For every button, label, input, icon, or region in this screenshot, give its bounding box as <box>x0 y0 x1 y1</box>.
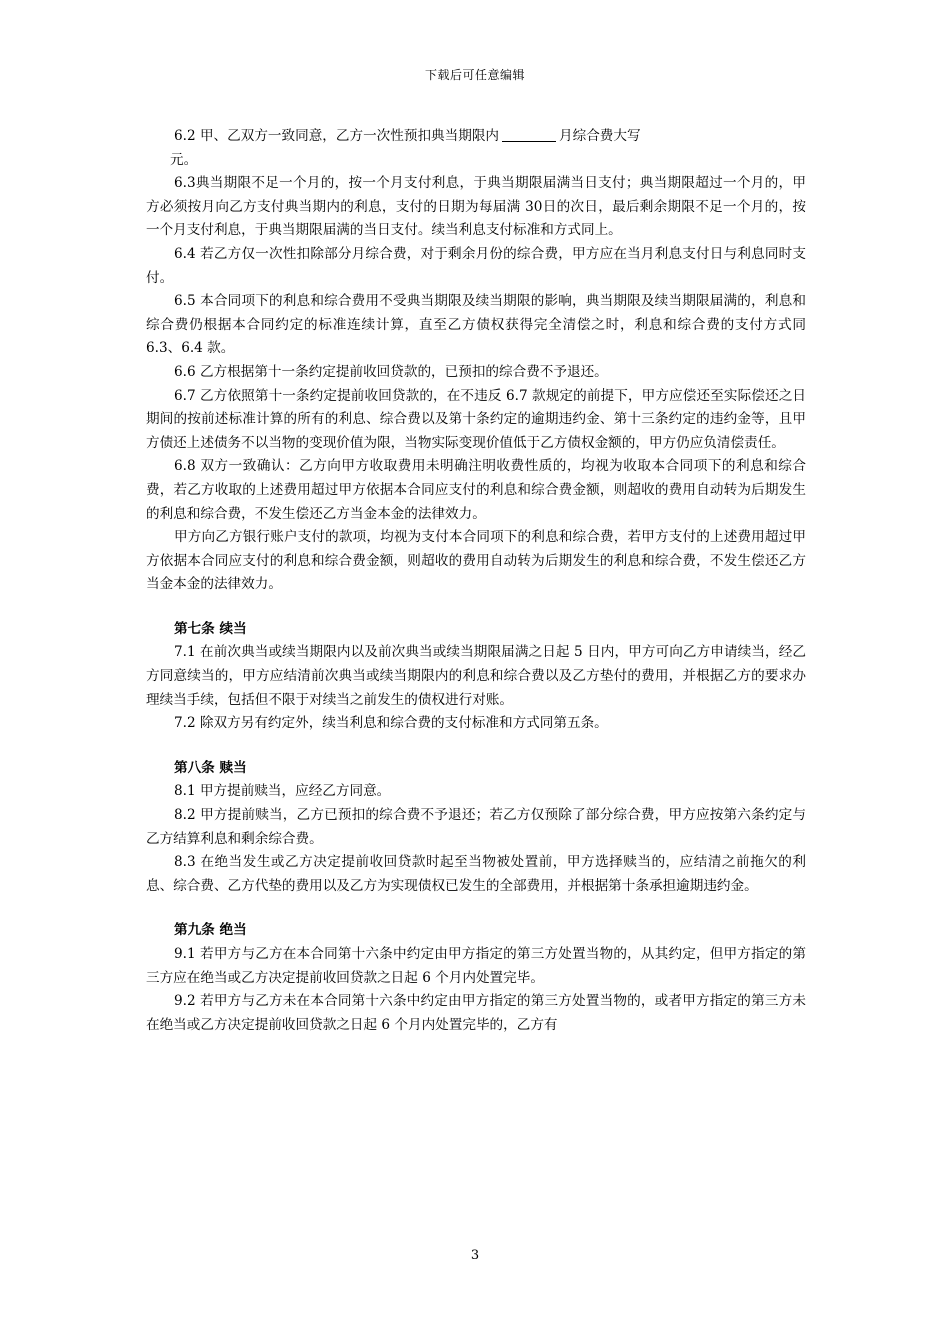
paragraph-6-5: 6.5 本合同项下的利息和综合费用不受典当期限及续当期限的影响，典当期限及续当期限届满的，利息和综合费仍根据本合同约定的标准连续计算，直至乙方债权获得完全清偿之时，利息和综合费的支付方式同 6.3、6.4 款。 <box>146 293 806 357</box>
paragraph-9-1: 9.1 若甲方与乙方在本合同第十六条中约定由甲方指定的第三方处置当物的，从其约定，但甲方指定的第三方应在绝当或乙方决定提前收回贷款之日起 6 个月内处置完毕。 <box>146 946 806 986</box>
section-9-title: 第九条 绝当 <box>174 922 247 939</box>
paragraph-6-8-continued: 甲方向乙方银行账户支付的款项，均视为支付本合同项下的利息和综合费，若甲方支付的上述费用超过甲方依据本合同应支付的利息和综合费金额，则超收的费用自动转为后期发生的利息和综合费，不发生偿还乙方当金本金的法律效力。 <box>146 529 806 593</box>
paragraph-6-6: 6.6 乙方根据第十一条约定提前收回贷款的，已预扣的综合费不予退还。 <box>174 363 608 380</box>
paragraph-9-2: 9.2 若甲方与乙方未在本合同第十六条中约定由甲方指定的第三方处置当物的，或者甲方指定的第三方未在绝当或乙方决定提前收回贷款之日起 6 个月内处置完毕的，乙方有 <box>146 993 806 1033</box>
paragraph-7-1: 7.1 在前次典当或续当期限内以及前次典当或续当期限届满之日起 5 日内，甲方可向乙方申请续当，经乙方同意续当的，甲方应结清前次典当或续当期限内的利息和综合费以及乙方垫付的费用，并根据乙方的要求办理续当手续，包括但不限于对续当之前发生的债权进行对账。 <box>146 644 806 708</box>
paragraph-8-2: 8.2 甲方提前赎当，乙方已预扣的综合费不予退还；若乙方仅预除了部分综合费，甲方应按第六条约定与乙方结算利息和剩余综合费。 <box>146 807 806 847</box>
paragraph-6-8: 6.8 双方一致确认：乙方向甲方收取费用未明确注明收费性质的，均视为收取本合同项下的利息和综合费，若乙方收取的上述费用超过甲方依据本合同应支付的利息和综合费金额，则超收的费用自动转为后期发生的利息和综合费，不发生偿还乙方当金本金的法律效力。 <box>146 458 806 522</box>
paragraph-6-2-text-a: 6.2 甲、乙双方一致同意，乙方一次性预扣典当期限内 <box>174 128 500 144</box>
section-7-title: 第七条 续当 <box>174 620 247 637</box>
page-header: 下载后可任意编辑 <box>424 68 525 82</box>
paragraph-6-2-text-c: 元。 <box>170 151 198 168</box>
paragraph-6-2 <box>146 125 806 172</box>
paragraph-6-4: 6.4 若乙方仅一次性扣除部分月综合费，对于剩余月份的综合费，甲方应在当月利息支付日与利息同时支付。 <box>146 245 806 286</box>
paragraph-8-1: 8.1 甲方提前赎当，应经乙方同意。 <box>174 783 391 800</box>
paragraph-6-3: 6.3典当期限不足一个月的，按一个月支付利息，于典当期限届满当日支付；典当期限超过一个月的，甲方必须按月向乙方支付典当期内的利息，支付的日期为每届满 30日的次日，最后剩余期限不足一个月的，按一个月支付利息，于典当期限届满的当日支付。续当利息支付标准和方式同上。 <box>146 175 806 239</box>
paragraph-8-3: 8.3 在绝当发生或乙方决定提前收回贷款时起至当物被处置前，甲方选择赎当的，应结清之前拖欠的利息、综合费、乙方代垫的费用以及乙方为实现债权已发生的全部费用，并根据第十条承担逾期违约金。 <box>146 854 806 894</box>
fill-blank <box>502 126 556 142</box>
paragraph-6-2-text-b: 月综合费大写 <box>559 128 641 144</box>
page-number: 3 <box>470 1248 480 1263</box>
paragraph-6-7: 6.7 乙方依照第十一条约定提前收回贷款的，在不违反 6.7 款规定的前提下，甲方应偿还至实际偿还之日期间的按前述标准计算的所有的利息、综合费以及第十条约定的逾期违约金、第十三条约定的违约金等，且甲方债还上述债务不以当物的变现价值为限，当物实际变现价值低于乙方债权金额的，甲方仍应负清偿责任。 <box>146 387 806 451</box>
paragraph-7-2: 7.2 除双方另有约定外，续当利息和综合费的支付标准和方式同第五条。 <box>174 715 608 732</box>
document-body <box>146 125 806 1037</box>
section-8-title: 第八条 赎当 <box>174 759 247 776</box>
